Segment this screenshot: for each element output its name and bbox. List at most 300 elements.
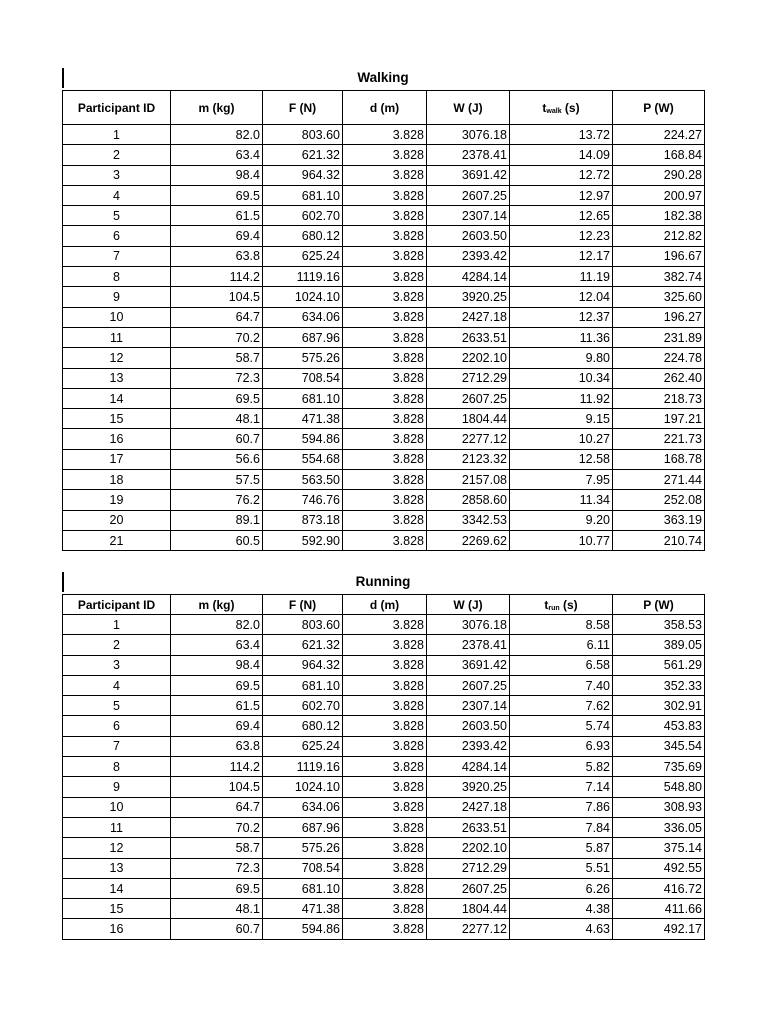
power-cell: 363.19 — [613, 510, 705, 530]
participant-id-cell: 16 — [63, 429, 171, 449]
table-row — [63, 348, 705, 368]
power-cell: 561.29 — [613, 655, 705, 675]
work-cell: 3076.18 — [427, 125, 510, 145]
distance-cell: 3.828 — [343, 655, 427, 675]
force-cell: 1024.10 — [263, 287, 343, 307]
work-cell: 2393.42 — [427, 246, 510, 266]
participant-id-cell: 10 — [63, 307, 171, 327]
table-row — [63, 185, 705, 205]
participant-id-cell: 7 — [63, 736, 171, 756]
participant-id-cell: 2 — [63, 145, 171, 165]
mass-cell: 82.0 — [171, 125, 263, 145]
power-cell: 325.60 — [613, 287, 705, 307]
distance-cell: 3.828 — [343, 125, 427, 145]
work-cell: 2712.29 — [427, 368, 510, 388]
participant-id-cell: 12 — [63, 838, 171, 858]
participant-id-cell: 10 — [63, 797, 171, 817]
time-cell: 5.74 — [510, 716, 613, 736]
force-cell: 681.10 — [263, 878, 343, 898]
table-row — [63, 858, 705, 878]
mass-cell: 64.7 — [171, 797, 263, 817]
force-cell: 621.32 — [263, 635, 343, 655]
table-row — [63, 838, 705, 858]
power-cell: 218.73 — [613, 388, 705, 408]
mass-cell: 114.2 — [171, 757, 263, 777]
power-cell: 168.84 — [613, 145, 705, 165]
header-distance: d (m) — [343, 595, 427, 615]
distance-cell: 3.828 — [343, 165, 427, 185]
work-cell: 3691.42 — [427, 655, 510, 675]
mass-cell: 69.5 — [171, 675, 263, 695]
participant-id-cell: 1 — [63, 615, 171, 635]
work-cell: 2269.62 — [427, 530, 510, 550]
header-work: W (J) — [427, 91, 510, 125]
table-row — [63, 368, 705, 388]
work-cell: 2277.12 — [427, 919, 510, 939]
participant-id-cell: 4 — [63, 185, 171, 205]
table-row — [63, 757, 705, 777]
work-cell: 2393.42 — [427, 736, 510, 756]
table-row — [63, 226, 705, 246]
force-cell: 471.38 — [263, 409, 343, 429]
header-power: P (W) — [613, 91, 705, 125]
force-cell: 471.38 — [263, 899, 343, 919]
force-cell: 602.70 — [263, 696, 343, 716]
table-row — [63, 878, 705, 898]
work-cell: 2607.25 — [427, 185, 510, 205]
power-cell: 308.93 — [613, 797, 705, 817]
walking-title: Walking — [357, 70, 409, 85]
power-cell: 168.78 — [613, 449, 705, 469]
mass-cell: 48.1 — [171, 409, 263, 429]
time-cell: 7.95 — [510, 470, 613, 490]
force-cell: 1119.16 — [263, 757, 343, 777]
distance-cell: 3.828 — [343, 470, 427, 490]
force-cell: 1024.10 — [263, 777, 343, 797]
distance-cell: 3.828 — [343, 919, 427, 939]
power-cell: 336.05 — [613, 817, 705, 837]
participant-id-cell: 15 — [63, 409, 171, 429]
header-time-sub: walk — [546, 107, 562, 115]
time-cell: 5.51 — [510, 858, 613, 878]
table-row — [63, 327, 705, 347]
participant-id-cell: 13 — [63, 368, 171, 388]
participant-id-cell: 11 — [63, 817, 171, 837]
work-cell: 2202.10 — [427, 348, 510, 368]
work-cell: 3076.18 — [427, 615, 510, 635]
participant-id-cell: 17 — [63, 449, 171, 469]
time-cell: 12.04 — [510, 287, 613, 307]
mass-cell: 98.4 — [171, 655, 263, 675]
mass-cell: 61.5 — [171, 696, 263, 716]
table-row — [63, 797, 705, 817]
running-title: Running — [355, 574, 411, 589]
power-cell: 375.14 — [613, 838, 705, 858]
force-cell: 803.60 — [263, 125, 343, 145]
mass-cell: 56.6 — [171, 449, 263, 469]
walking-table — [62, 90, 705, 551]
header-time-run — [510, 595, 613, 615]
force-cell: 554.68 — [263, 449, 343, 469]
distance-cell: 3.828 — [343, 368, 427, 388]
header-participant-id: Participant ID — [63, 595, 171, 615]
table-row — [63, 655, 705, 675]
time-cell: 11.92 — [510, 388, 613, 408]
participant-id-cell: 9 — [63, 287, 171, 307]
power-cell: 382.74 — [613, 267, 705, 287]
distance-cell: 3.828 — [343, 899, 427, 919]
force-cell: 634.06 — [263, 307, 343, 327]
work-cell: 1804.44 — [427, 409, 510, 429]
mass-cell: 57.5 — [171, 470, 263, 490]
participant-id-cell: 6 — [63, 716, 171, 736]
work-cell: 3691.42 — [427, 165, 510, 185]
distance-cell: 3.828 — [343, 777, 427, 797]
mass-cell: 60.5 — [171, 530, 263, 550]
power-cell: 548.80 — [613, 777, 705, 797]
mass-cell: 58.7 — [171, 348, 263, 368]
table-row — [63, 307, 705, 327]
time-cell: 12.17 — [510, 246, 613, 266]
power-cell: 411.66 — [613, 899, 705, 919]
time-cell: 6.26 — [510, 878, 613, 898]
power-cell: 197.21 — [613, 409, 705, 429]
time-cell: 5.82 — [510, 757, 613, 777]
power-cell: 492.55 — [613, 858, 705, 878]
time-cell: 12.65 — [510, 206, 613, 226]
distance-cell: 3.828 — [343, 327, 427, 347]
participant-id-cell: 19 — [63, 490, 171, 510]
time-cell: 7.14 — [510, 777, 613, 797]
power-cell: 358.53 — [613, 615, 705, 635]
mass-cell: 69.5 — [171, 388, 263, 408]
time-cell: 12.37 — [510, 307, 613, 327]
force-cell: 634.06 — [263, 797, 343, 817]
participant-id-cell: 9 — [63, 777, 171, 797]
distance-cell: 3.828 — [343, 429, 427, 449]
work-cell: 2603.50 — [427, 716, 510, 736]
header-work: W (J) — [427, 595, 510, 615]
power-cell: 252.08 — [613, 490, 705, 510]
distance-cell: 3.828 — [343, 675, 427, 695]
running-table — [62, 594, 705, 940]
mass-cell: 76.2 — [171, 490, 263, 510]
work-cell: 3920.25 — [427, 287, 510, 307]
table-row — [63, 817, 705, 837]
force-cell: 681.10 — [263, 185, 343, 205]
power-cell: 735.69 — [613, 757, 705, 777]
participant-id-cell: 11 — [63, 327, 171, 347]
header-force: F (N) — [263, 91, 343, 125]
distance-cell: 3.828 — [343, 757, 427, 777]
mass-cell: 63.4 — [171, 145, 263, 165]
walking-header-row — [63, 91, 705, 125]
time-cell: 12.23 — [510, 226, 613, 246]
work-cell: 2607.25 — [427, 388, 510, 408]
force-cell: 592.90 — [263, 530, 343, 550]
mass-cell: 63.8 — [171, 246, 263, 266]
walking-table-body — [63, 125, 705, 551]
participant-id-cell: 3 — [63, 165, 171, 185]
table-row — [63, 675, 705, 695]
table-row — [63, 267, 705, 287]
participant-id-cell: 5 — [63, 206, 171, 226]
distance-cell: 3.828 — [343, 409, 427, 429]
power-cell: 389.05 — [613, 635, 705, 655]
work-cell: 2633.51 — [427, 817, 510, 837]
time-cell: 5.87 — [510, 838, 613, 858]
header-mass: m (kg) — [171, 595, 263, 615]
distance-cell: 3.828 — [343, 817, 427, 837]
time-cell: 7.86 — [510, 797, 613, 817]
participant-id-cell: 21 — [63, 530, 171, 550]
mass-cell: 72.3 — [171, 368, 263, 388]
time-cell: 6.93 — [510, 736, 613, 756]
work-cell: 2123.32 — [427, 449, 510, 469]
distance-cell: 3.828 — [343, 490, 427, 510]
time-cell: 10.27 — [510, 429, 613, 449]
header-force: F (N) — [263, 595, 343, 615]
work-cell: 4284.14 — [427, 267, 510, 287]
mass-cell: 104.5 — [171, 777, 263, 797]
force-cell: 625.24 — [263, 246, 343, 266]
participant-id-cell: 8 — [63, 757, 171, 777]
time-cell: 4.38 — [510, 899, 613, 919]
header-time-walk — [510, 91, 613, 125]
power-cell: 262.40 — [613, 368, 705, 388]
table-row — [63, 145, 705, 165]
mass-cell: 98.4 — [171, 165, 263, 185]
distance-cell: 3.828 — [343, 878, 427, 898]
force-cell: 964.32 — [263, 165, 343, 185]
power-cell: 221.73 — [613, 429, 705, 449]
mass-cell: 114.2 — [171, 267, 263, 287]
table-row — [63, 899, 705, 919]
time-cell: 14.09 — [510, 145, 613, 165]
header-time-sub: run — [548, 604, 560, 612]
distance-cell: 3.828 — [343, 530, 427, 550]
force-cell: 964.32 — [263, 655, 343, 675]
distance-cell: 3.828 — [343, 226, 427, 246]
participant-id-cell: 20 — [63, 510, 171, 530]
work-cell: 2307.14 — [427, 696, 510, 716]
participant-id-cell: 14 — [63, 878, 171, 898]
mass-cell: 104.5 — [171, 287, 263, 307]
force-cell: 602.70 — [263, 206, 343, 226]
time-cell: 11.34 — [510, 490, 613, 510]
force-cell: 1119.16 — [263, 267, 343, 287]
table-row — [63, 287, 705, 307]
distance-cell: 3.828 — [343, 206, 427, 226]
work-cell: 2378.41 — [427, 145, 510, 165]
running-table-body — [63, 615, 705, 940]
force-cell: 575.26 — [263, 348, 343, 368]
mass-cell: 58.7 — [171, 838, 263, 858]
force-cell: 680.12 — [263, 226, 343, 246]
distance-cell: 3.828 — [343, 145, 427, 165]
participant-id-cell: 4 — [63, 675, 171, 695]
time-cell: 11.36 — [510, 327, 613, 347]
force-cell: 575.26 — [263, 838, 343, 858]
power-cell: 210.74 — [613, 530, 705, 550]
force-cell: 687.96 — [263, 327, 343, 347]
distance-cell: 3.828 — [343, 838, 427, 858]
running-header-row — [63, 595, 705, 615]
time-cell: 9.20 — [510, 510, 613, 530]
work-cell: 2858.60 — [427, 490, 510, 510]
table-row — [63, 696, 705, 716]
distance-cell: 3.828 — [343, 287, 427, 307]
participant-id-cell: 18 — [63, 470, 171, 490]
header-distance: d (m) — [343, 91, 427, 125]
table-row — [63, 470, 705, 490]
distance-cell: 3.828 — [343, 716, 427, 736]
header-participant-id: Participant ID — [63, 91, 171, 125]
mass-cell: 70.2 — [171, 327, 263, 347]
time-cell: 7.40 — [510, 675, 613, 695]
force-cell: 681.10 — [263, 675, 343, 695]
mass-cell: 89.1 — [171, 510, 263, 530]
force-cell: 803.60 — [263, 615, 343, 635]
mass-cell: 69.4 — [171, 226, 263, 246]
table-row — [63, 777, 705, 797]
force-cell: 746.76 — [263, 490, 343, 510]
time-cell: 7.62 — [510, 696, 613, 716]
table-row — [63, 716, 705, 736]
force-cell: 594.86 — [263, 919, 343, 939]
participant-id-cell: 2 — [63, 635, 171, 655]
power-cell: 231.89 — [613, 327, 705, 347]
participant-id-cell: 7 — [63, 246, 171, 266]
force-cell: 680.12 — [263, 716, 343, 736]
time-cell: 10.77 — [510, 530, 613, 550]
power-cell: 224.27 — [613, 125, 705, 145]
work-cell: 2607.25 — [427, 878, 510, 898]
distance-cell: 3.828 — [343, 635, 427, 655]
mass-cell: 63.8 — [171, 736, 263, 756]
power-cell: 302.91 — [613, 696, 705, 716]
work-cell: 2427.18 — [427, 307, 510, 327]
header-time-base: t — [544, 597, 549, 612]
force-cell: 708.54 — [263, 368, 343, 388]
power-cell: 196.27 — [613, 307, 705, 327]
participant-id-cell: 5 — [63, 696, 171, 716]
table-row — [63, 615, 705, 635]
work-cell: 2307.14 — [427, 206, 510, 226]
time-cell: 7.84 — [510, 817, 613, 837]
work-cell: 2427.18 — [427, 797, 510, 817]
time-cell: 13.72 — [510, 125, 613, 145]
work-cell: 2712.29 — [427, 858, 510, 878]
mass-cell: 63.4 — [171, 635, 263, 655]
participant-id-cell: 15 — [63, 899, 171, 919]
mass-cell: 60.7 — [171, 919, 263, 939]
time-cell: 9.80 — [510, 348, 613, 368]
table-row — [63, 635, 705, 655]
table-row — [63, 510, 705, 530]
distance-cell: 3.828 — [343, 615, 427, 635]
time-cell: 12.58 — [510, 449, 613, 469]
distance-cell: 3.828 — [343, 510, 427, 530]
force-cell: 625.24 — [263, 736, 343, 756]
work-cell: 2603.50 — [427, 226, 510, 246]
participant-id-cell: 3 — [63, 655, 171, 675]
mass-cell: 82.0 — [171, 615, 263, 635]
participant-id-cell: 12 — [63, 348, 171, 368]
mass-cell: 69.5 — [171, 878, 263, 898]
time-cell: 8.58 — [510, 615, 613, 635]
table-row — [63, 165, 705, 185]
participant-id-cell: 13 — [63, 858, 171, 878]
participant-id-cell: 8 — [63, 267, 171, 287]
power-cell: 416.72 — [613, 878, 705, 898]
distance-cell: 3.828 — [343, 449, 427, 469]
force-cell: 687.96 — [263, 817, 343, 837]
work-cell: 2607.25 — [427, 675, 510, 695]
force-cell: 563.50 — [263, 470, 343, 490]
table-row — [63, 409, 705, 429]
work-cell: 3920.25 — [427, 777, 510, 797]
distance-cell: 3.828 — [343, 797, 427, 817]
distance-cell: 3.828 — [343, 736, 427, 756]
distance-cell: 3.828 — [343, 307, 427, 327]
power-cell: 196.67 — [613, 246, 705, 266]
time-cell: 6.11 — [510, 635, 613, 655]
table-row — [63, 125, 705, 145]
force-cell: 621.32 — [263, 145, 343, 165]
time-cell: 6.58 — [510, 655, 613, 675]
mass-cell: 60.7 — [171, 429, 263, 449]
header-power: P (W) — [613, 595, 705, 615]
work-cell: 2157.08 — [427, 470, 510, 490]
force-cell: 873.18 — [263, 510, 343, 530]
header-time-unit: (s) — [561, 100, 580, 115]
power-cell: 182.38 — [613, 206, 705, 226]
force-cell: 594.86 — [263, 429, 343, 449]
power-cell: 492.17 — [613, 919, 705, 939]
time-cell: 12.97 — [510, 185, 613, 205]
work-cell: 2202.10 — [427, 838, 510, 858]
time-cell: 11.19 — [510, 267, 613, 287]
distance-cell: 3.828 — [343, 388, 427, 408]
power-cell: 453.83 — [613, 716, 705, 736]
header-time-base: t — [542, 100, 547, 115]
table-row — [63, 530, 705, 550]
work-cell: 4284.14 — [427, 757, 510, 777]
mass-cell: 48.1 — [171, 899, 263, 919]
distance-cell: 3.828 — [343, 348, 427, 368]
force-cell: 681.10 — [263, 388, 343, 408]
distance-cell: 3.828 — [343, 696, 427, 716]
mass-cell: 69.5 — [171, 185, 263, 205]
participant-id-cell: 1 — [63, 125, 171, 145]
power-cell: 200.97 — [613, 185, 705, 205]
table-row — [63, 919, 705, 939]
participant-id-cell: 6 — [63, 226, 171, 246]
distance-cell: 3.828 — [343, 246, 427, 266]
mass-cell: 69.4 — [171, 716, 263, 736]
participant-id-cell: 14 — [63, 388, 171, 408]
power-cell: 345.54 — [613, 736, 705, 756]
power-cell: 212.82 — [613, 226, 705, 246]
table-row — [63, 490, 705, 510]
header-time-unit: (s) — [559, 597, 578, 612]
mass-cell: 61.5 — [171, 206, 263, 226]
time-cell: 4.63 — [510, 919, 613, 939]
power-cell: 352.33 — [613, 675, 705, 695]
force-cell: 708.54 — [263, 858, 343, 878]
header-mass: m (kg) — [171, 91, 263, 125]
